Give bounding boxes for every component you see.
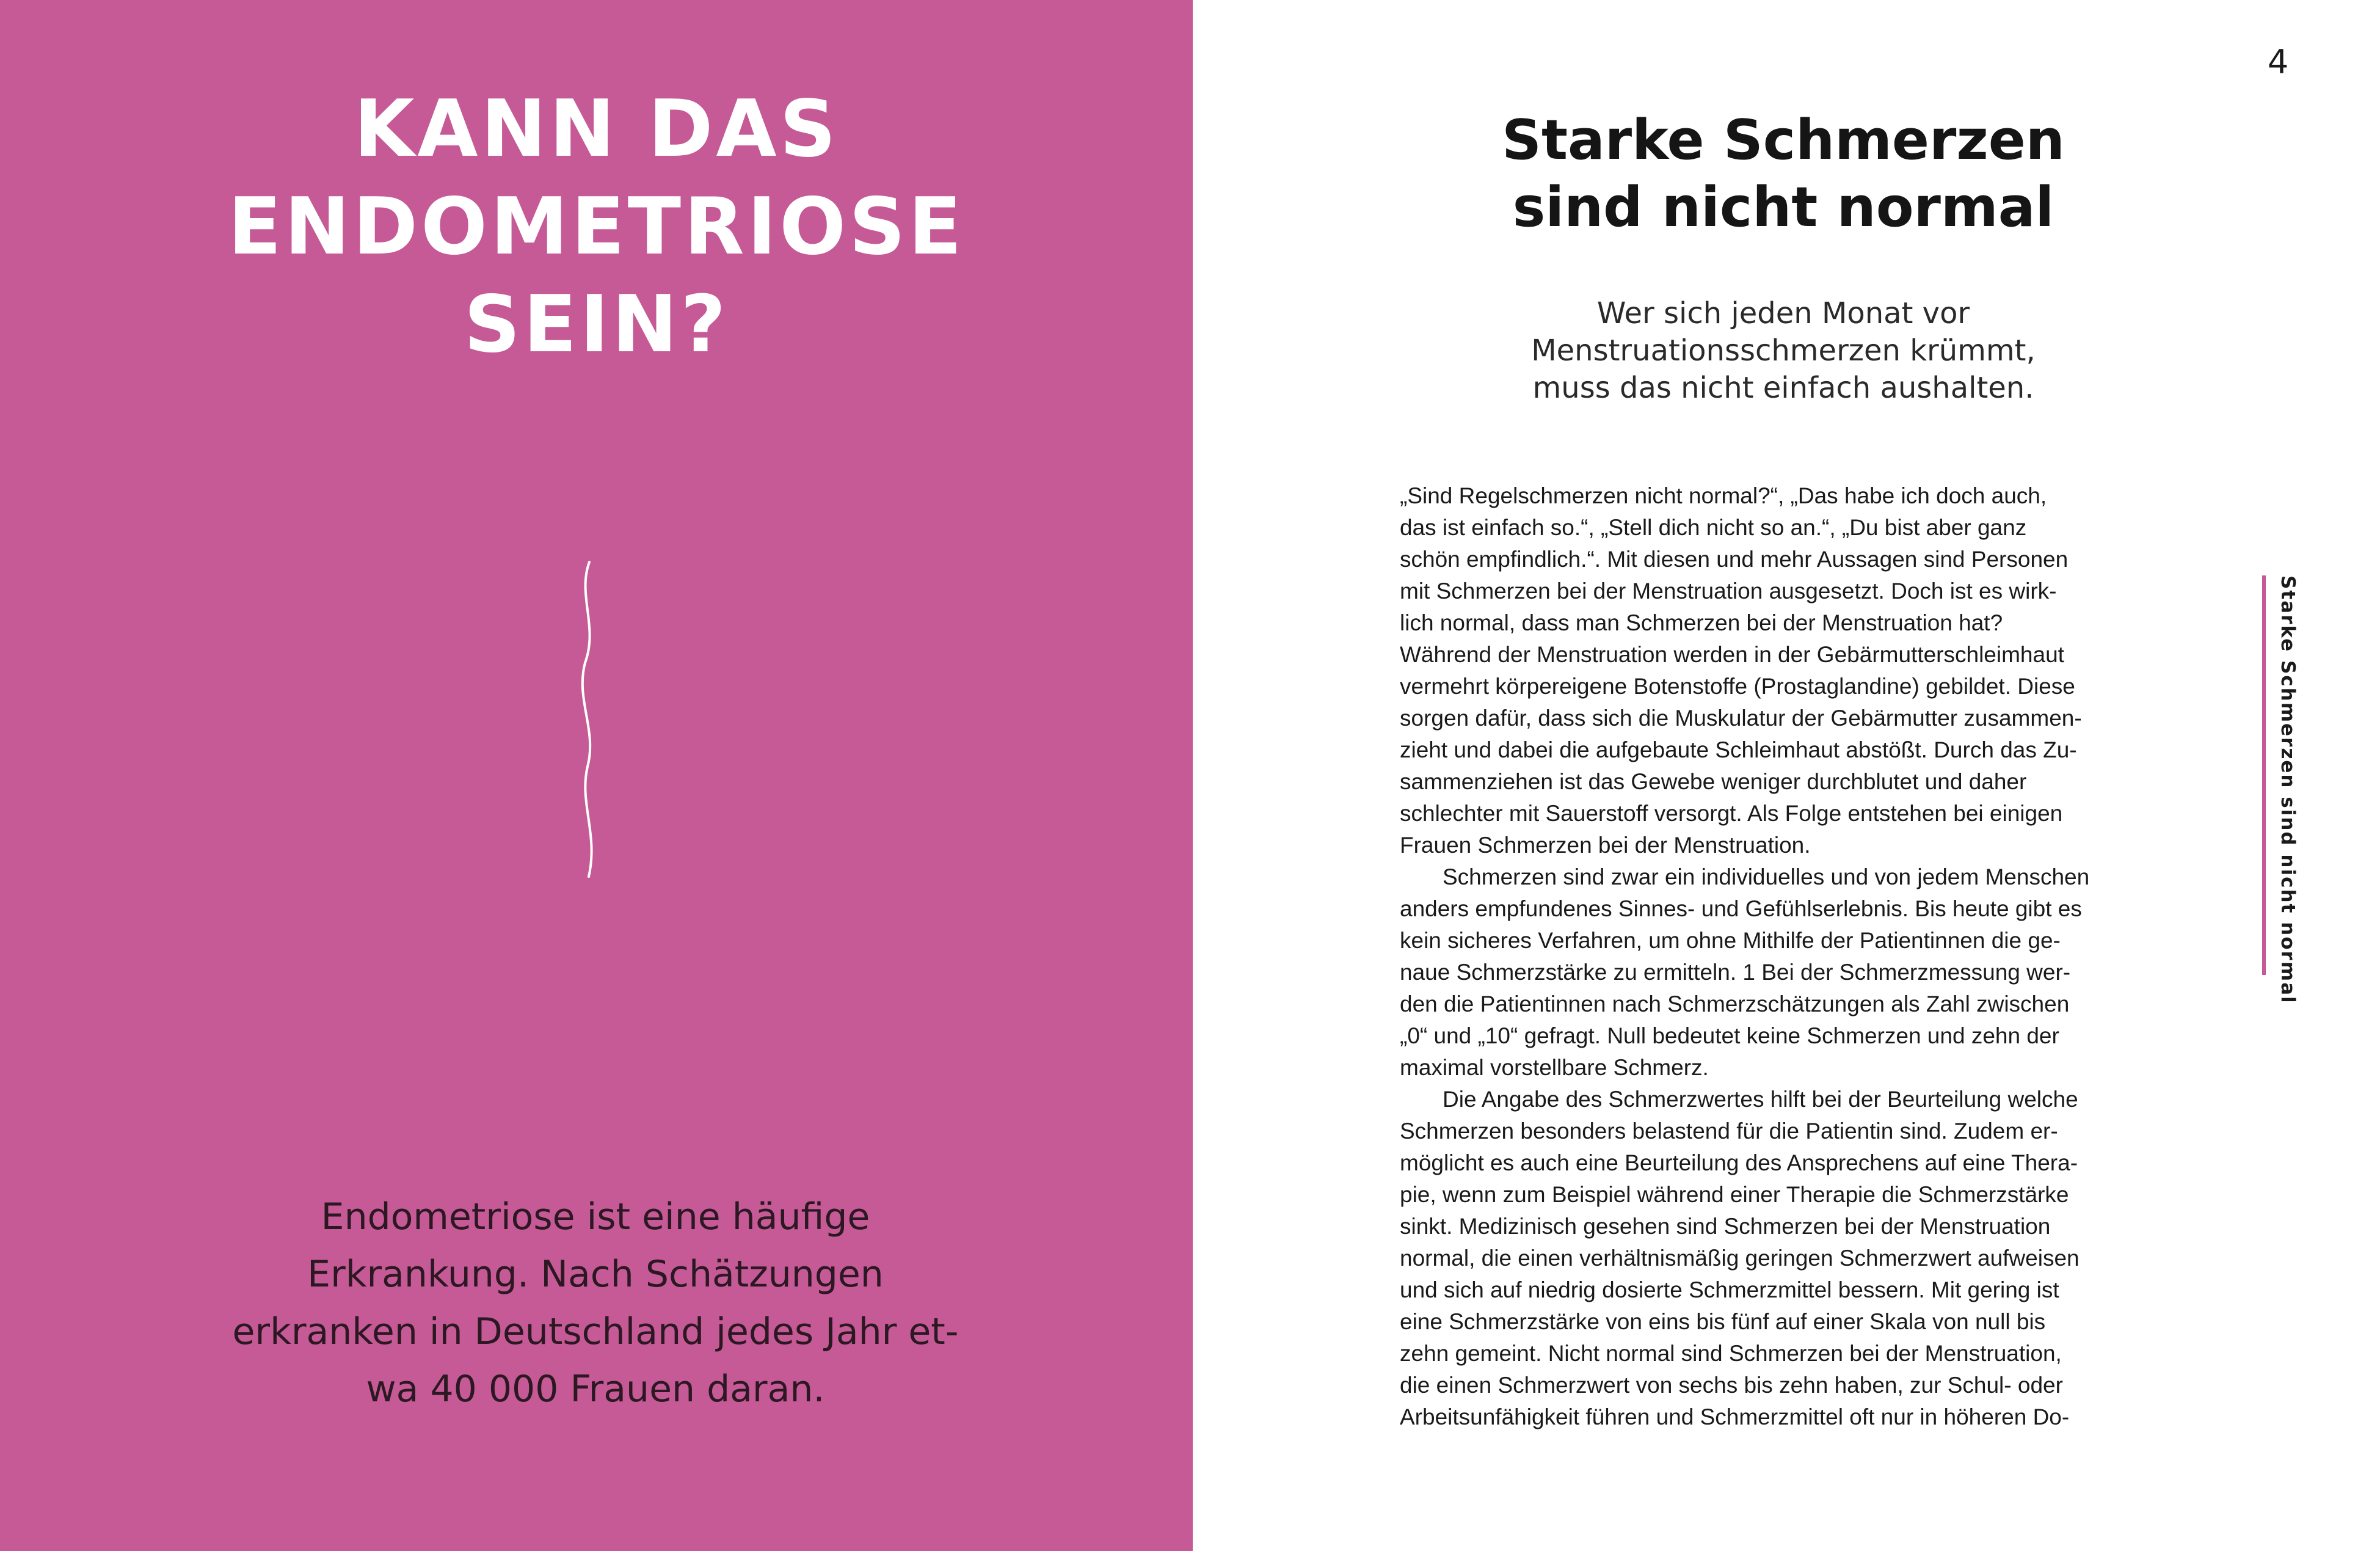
left-page-title — [0, 81, 1193, 374]
body-line: zehn gemeint. Nicht normal sind Schmerzen bei der Menstruation, — [1400, 1341, 2062, 1366]
body-line: schlechter mit Sauerstoff versorgt. Als Folge entstehen bei einigen — [1400, 801, 2063, 826]
side-label-accent-bar — [2262, 575, 2266, 975]
body-line: sammenziehen ist das Gewebe weniger durchblutet und daher — [1400, 769, 2027, 794]
body-line: „Sind Regelschmerzen nicht normal?“, „Das habe ich doch auch, — [1400, 483, 2047, 508]
body-line: sorgen dafür, dass sich die Muskulatur der Gebärmutter zusammen- — [1400, 706, 2082, 731]
body-line: lich normal, dass man Schmerzen bei der Menstruation hat? — [1400, 610, 2003, 635]
left-title-line: KANN DAS — [354, 84, 839, 175]
body-line: sinkt. Medizinisch gesehen sind Schmerzen bei der Menstruation — [1400, 1214, 2051, 1239]
body-line: und sich auf niedrig dosierte Schmerzmittel bessern. Mit gering ist — [1400, 1277, 2059, 1302]
right-page-title — [1429, 107, 2138, 241]
body-line: Die Angabe des Schmerzwertes hilft bei der Beurteilung welche — [1443, 1087, 2078, 1112]
lead-line: Wer sich jeden Monat vor — [1596, 296, 1970, 330]
lead-line: muss das nicht einfach aushalten. — [1532, 371, 2034, 405]
body-line: Arbeitsunfähigkeit führen und Schmerzmittel oft nur in höheren Do- — [1400, 1404, 2070, 1429]
left-page-body — [202, 1188, 989, 1418]
body-line: naue Schmerzstärke zu ermitteln. 1 Bei der Schmerzmessung wer- — [1400, 960, 2071, 985]
body-line: normal, die einen verhältnismäßig geringen Schmerzwert aufweisen — [1400, 1246, 2080, 1271]
body-text — [1400, 480, 2169, 1433]
body-line: „0“ und „10“ gefragt. Null bedeutet keine Schmerzen und zehn der — [1400, 1023, 2059, 1048]
body-line: schön empfindlich.“. Mit diesen und mehr Aussagen sind Personen — [1400, 547, 2069, 572]
right-title-line: Starke Schmerzen — [1502, 108, 2065, 172]
lead-line: Menstruationsschmerzen krümmt, — [1531, 334, 2036, 368]
body-line: möglicht es auch eine Beurteilung des Ansprechens auf eine Thera- — [1400, 1150, 2078, 1175]
left-title-line: ENDOMETRIOSE — [228, 181, 965, 272]
body-line: kein sicheres Verfahren, um ohne Mithilfe der Patientinnen die ge- — [1400, 928, 2061, 953]
body-line: die einen Schmerzwert von sechs bis zehn haben, zur Schul- oder — [1400, 1373, 2063, 1398]
left-body-line: Erkrankung. Nach Schätzungen — [307, 1253, 884, 1296]
left-body-line: Endometriose ist eine häufige — [321, 1195, 870, 1238]
left-body-line: wa 40 000 Frauen daran. — [366, 1368, 825, 1410]
body-line: zieht und dabei die aufgebaute Schleimhaut abstößt. Durch das Zu- — [1400, 737, 2077, 762]
body-line: eine Schmerzstärke von eins bis fünf auf einer Skala von null bis — [1400, 1309, 2046, 1334]
body-line: maximal vorstellbare Schmerz. — [1400, 1055, 1709, 1080]
body-line: Schmerzen besonders belastend für die Patientin sind. Zudem er- — [1400, 1119, 2058, 1144]
squiggle-line-illustration — [574, 559, 611, 883]
side-section-label: Starke Schmerzen sind nicht normal — [2277, 575, 2299, 1004]
body-line: Frauen Schmerzen bei der Menstruation. — [1400, 833, 1811, 858]
lead-paragraph — [1466, 295, 2101, 407]
body-line: Schmerzen sind zwar ein individuelles und von jedem Menschen — [1443, 864, 2090, 889]
body-line: vermehrt körpereigene Botenstoffe (Prostaglandine) gebildet. Diese — [1400, 674, 2075, 699]
left-body-line: erkranken in Deutschland jedes Jahr et- — [232, 1310, 959, 1353]
body-line: Während der Menstruation werden in der Gebärmutterschleimhaut — [1400, 642, 2064, 667]
body-line: anders empfundenes Sinnes- und Gefühlserlebnis. Bis heute gibt es — [1400, 896, 2082, 921]
body-line: mit Schmerzen bei der Menstruation ausgesetzt. Doch ist es wirk- — [1400, 578, 2057, 604]
body-line: pie, wenn zum Beispiel während einer Therapie die Schmerzstärke — [1400, 1182, 2069, 1207]
body-line: den die Patientinnen nach Schmerzschätzungen als Zahl zwischen — [1400, 991, 2070, 1016]
right-title-line: sind nicht normal — [1512, 175, 2054, 239]
left-title-line: SEIN? — [464, 279, 729, 370]
body-line: das ist einfach so.“, „Stell dich nicht so an.“, „Du bist aber ganz — [1400, 515, 2027, 540]
page-number: 4 — [2267, 43, 2289, 81]
